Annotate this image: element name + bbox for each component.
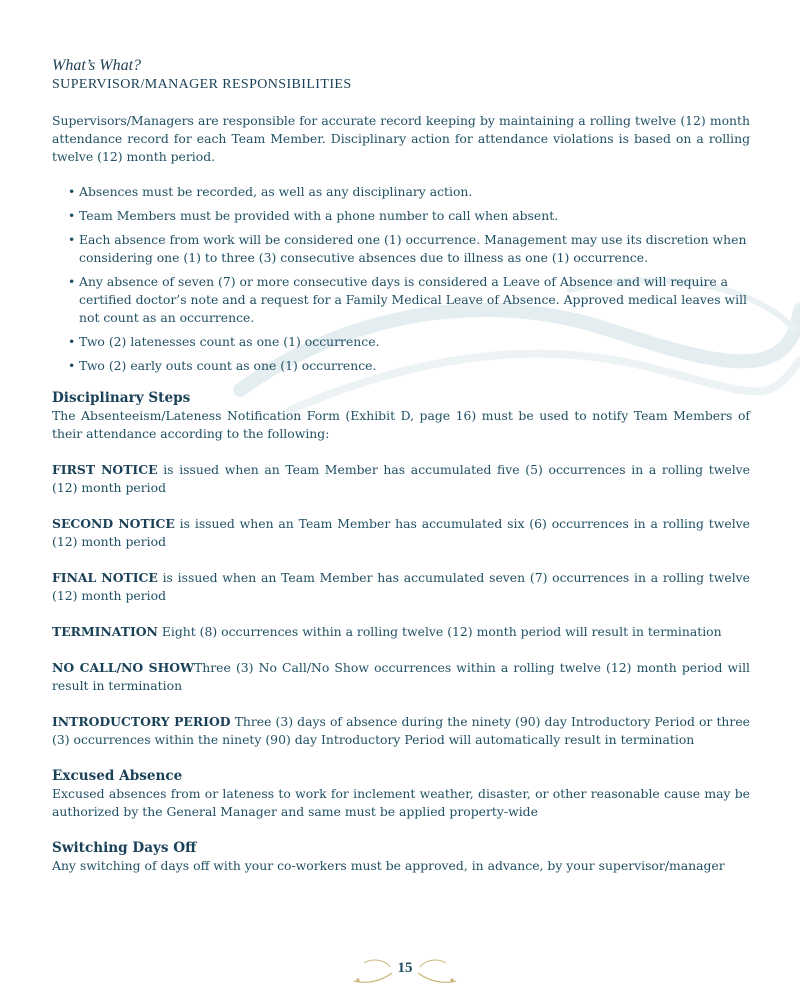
final-notice-paragraph: FINAL NOTICE is issued when an Team Member has accumulated seven (7) occurrences in a rolling twelve (12) month period [52,570,750,603]
list-item: • Team Members must be provided with a phone number to call when absent. [68,208,559,223]
list-item: • Two (2) early outs count as one (1) occurrence. [68,358,377,373]
switching-days-paragraph: Any switching of days off with your co-workers must be approved, in advance, by your supervisor/manager [52,858,725,873]
no-call-no-show-label: NO CALL/NO SHOW [52,660,195,675]
second-notice-label: SECOND NOTICE [52,516,175,531]
bullet-icon: • [68,334,76,349]
bullet-icon: • [68,232,76,247]
bullet-icon: • [68,208,76,223]
section-kicker: What’s What? [52,57,142,74]
first-notice-label: FIRST NOTICE [52,462,158,477]
termination-paragraph: TERMINATION Eight (8) occurrences within a rolling twelve (12) month period will result in termination [52,624,722,639]
list-item: • Absences must be recorded, as well as any disciplinary action. [68,184,473,199]
disciplinary-heading: Disciplinary Steps [52,390,191,406]
bullet-icon: • [68,358,76,373]
excused-absence-heading: Excused Absence [52,768,183,784]
final-notice-label: FINAL NOTICE [52,570,158,585]
excused-absence-paragraph: Excused absences from or lateness to work for inclement weather, disaster, or other reasonable cause may be authorized by the General Manager and same must be applied property-wide [52,786,750,819]
bullet-icon: • [68,274,76,289]
page-footer [350,955,460,989]
second-notice-paragraph: SECOND NOTICE is issued when an Team Member has accumulated six (6) occurrences in a rolling twelve (12) month period [52,516,751,549]
first-notice-paragraph: FIRST NOTICE is issued when an Team Member has accumulated five (5) occurrences in a rolling twelve (12) month period [52,462,750,495]
list-item: • Any absence of seven (7) or more consecutive days is considered a Leave of Absence and will require a certified doctor’s note and a request for a Family Medical Leave of Absence. Approved medical leaves will not count as an occurrence. [68,274,748,325]
bullet-icon: • [68,184,76,199]
list-item: • Each absence from work will be considered one (1) occurrence. Management may use its discretion when considering one (1) to three (3) consecutive absences due to illness as one (1) occurrence. [68,232,747,265]
page-content [52,56,750,893]
no-call-no-show-paragraph: NO CALL/NO SHOWThree (3) No Call/No Show occurrences within a rolling twelve (12) month period will result in termination [52,660,750,693]
introductory-period-paragraph: INTRODUCTORY PERIOD Three (3) days of absence during the ninety (90) day Introductory Period or three (3) occurrences within the ninety (90) day Introductory Period will automatically result in termination [52,714,751,747]
responsibilities-list [68,183,750,375]
introductory-period-label: INTRODUCTORY PERIOD [52,714,231,729]
page-title: SUPERVISOR/MANAGER RESPONSIBILITIES [52,77,352,92]
page-number: 15 [397,960,413,976]
disciplinary-intro: The Absenteeism/Lateness Notification Form (Exhibit D, page 16) must be used to notify Team Members of their attendance according to the following: [52,408,750,441]
intro-paragraph: Supervisors/Managers are responsible for accurate record keeping by maintaining a rolling twelve (12) month attendance record for each Team Member. Disciplinary action for attendance violations is based on a rolling twelve (12) month period. [52,113,750,164]
list-item: • Two (2) latenesses count as one (1) occurrence. [68,334,380,349]
switching-days-heading: Switching Days Off [52,840,197,856]
termination-label: TERMINATION [52,624,158,639]
